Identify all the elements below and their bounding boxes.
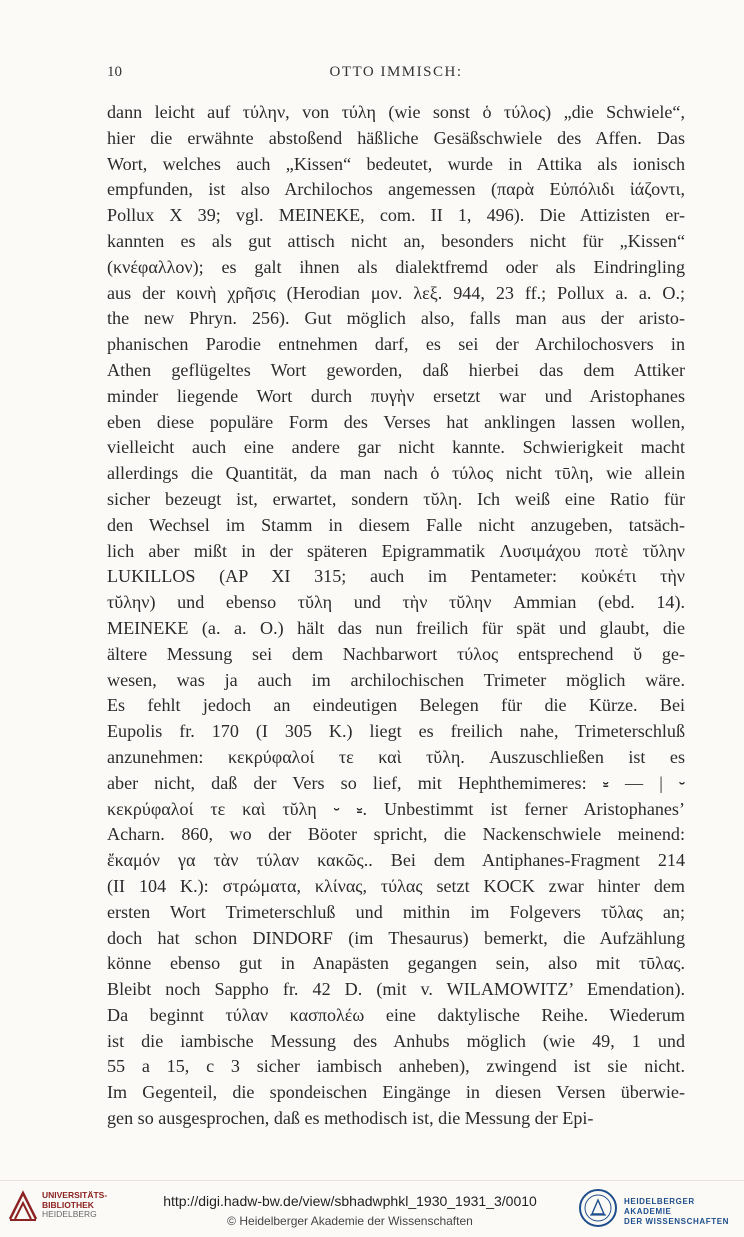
text-line: aus der κοινὴ χρῆσις (Herodian μον. λεξ. 944, 23 ff.; Pollux a. a. O.; (107, 282, 685, 303)
library-name-line-2: BIBLIOTHEK (42, 1199, 94, 1210)
text-line: (II 104 K.): στρώματα, κλίνας, τύλας setzt KOCK zwar hinter dem (107, 875, 685, 896)
text-line: ist die iambische Messung des Anhubs möglich (wie 49, 1 und (107, 1030, 685, 1051)
ub-heidelberg-logo-icon (8, 1189, 38, 1223)
text-line: sicher bezeugt ist, erwartet, sondern τῠλη. Ich weiß eine Ratio für (107, 488, 685, 509)
body-text (107, 100, 685, 1132)
footer-bar (0, 1180, 744, 1237)
text-line: τῠλην) und ebenso τῠλη und τὴν τῠλην Ammian (ebd. 14). (107, 592, 685, 613)
text-line: Im Gegenteil, die spondeischen Eingänge in diesen Versen überwie- (107, 1082, 685, 1103)
text-line: Wort, welches auch „Kissen“ bedeutet, wurde in Attika als ionisch (107, 153, 685, 174)
text-line: gen so ausgesprochen, daß es methodisch ist, die Messung der Epi- (107, 1108, 594, 1129)
academy-name-line-2: DER WISSENSCHAFTEN (624, 1217, 730, 1226)
text-line: Athen geflügeltes Wort geworden, daß hierbei das dem Attiker (107, 359, 685, 380)
text-line: aber nicht, daß der Vers so lief, mit Hephthemimeres: ⏓ — | ⏑ (107, 772, 685, 793)
text-line: ersten Wort Trimeterschluß und mithin im Folgevers τῠλας an; (107, 901, 685, 922)
academy-name (624, 1197, 744, 1227)
text-line: anzunehmen: κεκρύφαλοί τε καὶ τῠλη. Auszuschließen ist es (107, 746, 685, 767)
text-line: κεκρύφαλοί τε καὶ τῠλη ⏑ ⏓. Unbestimmt ist ferner Aristophanes’ (107, 798, 685, 819)
library-name (42, 1191, 107, 1220)
text-line: the new Phryn. 256). Gut möglich also, falls man aus der aristo- (107, 308, 685, 329)
text-line: Bleibt noch Sappho fr. 42 D. (mit v. WILAMOWITZ’ Emendation). (107, 979, 685, 1000)
document-url-link[interactable]: http://digi.hadw-bw.de/view/sbhadwphkl_1930_1931_3/0010 (163, 1193, 537, 1209)
text-line: empfunden, ist also Archilochos angemessen (παρὰ Εὐπόλιδι ἰάζοντι, (107, 179, 685, 200)
text-line: doch hat schon DINDORF (im Thesaurus) bemerkt, die Aufzählung (107, 927, 685, 948)
library-name-line-1: UNIVERSITÄTS- (42, 1190, 108, 1200)
library-name-line-3: HEIDELBERG (42, 1209, 97, 1219)
text-line: Eupolis fr. 170 (I 305 K.) liegt es freilich nahe, Trimeterschluß (107, 721, 685, 742)
text-line: den Wechsel im Stamm in diesem Falle nicht anzugeben, tatsäch- (107, 514, 685, 535)
text-line: LUKILLOS (AP XI 315; auch im Pentameter: κοὐκέτι τὴν (107, 566, 685, 587)
text-line: Pollux X 39; vgl. MEINEKE, com. II 1, 496). Die Attizisten er- (107, 205, 685, 226)
text-line: wesen, was ja auch im archilochischen Trimeter möglich wäre. (107, 669, 685, 690)
text-line: hier die erwähnte abstoßend häßliche Gesäßschwiele des Affen. Das (107, 127, 685, 148)
text-line: könne ebenso gut in Anapästen gegangen sein, also mit τῡλας. (107, 953, 685, 974)
page-header (107, 64, 685, 86)
text-line: Es fehlt jedoch an eindeutigen Belegen für die Kürze. Bei (107, 695, 685, 716)
text-line: Acharn. 860, wo der Böoter spricht, die Nackenschwiele meinend: (107, 824, 685, 845)
text-line: ἔκαμόν γα τὰν τύλαν κακῶς.. Bei dem Antiphanes-Fragment 214 (107, 850, 685, 871)
text-line: dann leicht auf τύλην, von τύλη (wie sonst ὁ τύλος) „die Schwiele“, (107, 102, 685, 122)
hadw-seal-icon (578, 1188, 618, 1228)
text-line: phanischen Parodie entnehmen darf, es sei der Archilochosvers in (107, 334, 685, 355)
text-line: allerdings die Quantität, da man nach ὁ τύλος nicht τῡλη, wie allein (107, 463, 685, 484)
text-line: 55 a 15, c 3 sicher iambisch anheben), zwingend ist sie nicht. (107, 1056, 685, 1077)
text-line: ältere Messung sei dem Nachbarwort τύλος entsprechend ῠ ge- (107, 643, 685, 664)
text-line: vielleicht auch eine andere gar nicht kannte. Schwierigkeit macht (107, 437, 685, 458)
running-title: OTTO IMMISCH: (329, 64, 463, 80)
text-line: eben diese populäre Form des Verses hat anklingen lassen wollen, (107, 411, 685, 432)
text-line: kannten es als gut attisch nicht an, besonders nicht für „Kissen“ (107, 230, 685, 251)
page-number: 10 (107, 64, 122, 80)
academy-name-line-1: HEIDELBERGER AKADEMIE (624, 1197, 695, 1216)
copyright-notice: © Heidelberger Akademie der Wissenschaften (227, 1214, 473, 1228)
text-line: MEINEKE (a. a. O.) hält das nun freilich für spät und glaubt, die (107, 617, 685, 638)
text-line: (κνέφαλλον); es galt ihnen als dialektfremd oder als Eindringling (107, 256, 685, 277)
text-line: Da beginnt τύλαν κασπολέω eine daktylische Reihe. Wiederum (107, 1004, 685, 1025)
text-line: minder liegende Wort durch πυγὴν ersetzt war und Aristophanes (107, 385, 685, 406)
text-line: lich aber mißt in der späteren Epigrammatik Λυσιμάχου ποτὲ τῠλην (107, 540, 685, 561)
